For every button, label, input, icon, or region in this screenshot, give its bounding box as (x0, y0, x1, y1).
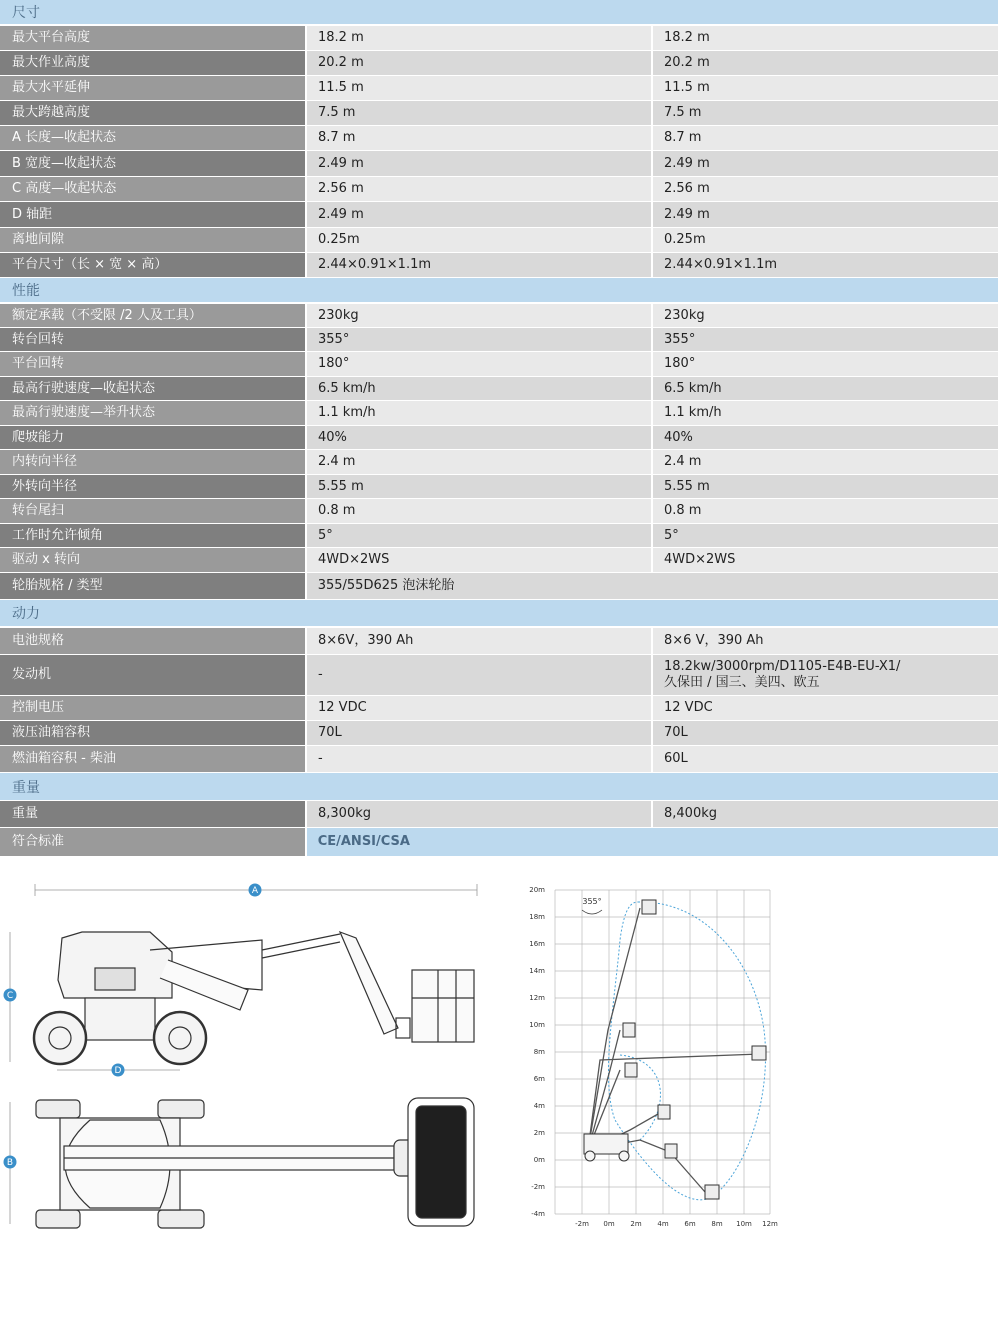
row-value-2: 5.55 m (653, 475, 998, 498)
section-weight (0, 773, 998, 800)
engine-spec-line-1: 18.2kw/3000rpm/D1105-E4B-EU-X1/ (664, 659, 901, 674)
row-value-1: 355° (307, 328, 651, 351)
table-row (0, 328, 998, 351)
row-value-1: 2.49 m (307, 151, 651, 176)
rotation-label: 355° (582, 897, 602, 906)
row-value-2: 2.49 m (653, 202, 998, 227)
x-tick-label: 8m (711, 1220, 723, 1228)
x-tick-label: 10m (736, 1220, 752, 1228)
rotation-arrow-icon (582, 910, 602, 914)
row-value-1: 180° (307, 352, 651, 376)
working-range-chart (520, 880, 800, 1235)
table-row (0, 228, 998, 252)
row-value-2: 7.5 m (653, 101, 998, 125)
row-label: 燃油箱容积 - 柴油 (0, 746, 305, 772)
row-value-2: 230kg (653, 304, 998, 327)
x-tick-label: 2m (630, 1220, 642, 1228)
row-label: 额定承载（不受限 /2 人及工具） (0, 304, 305, 327)
row-value-1: - (307, 655, 651, 695)
table-row (0, 253, 998, 277)
row-value-1: 5.55 m (307, 475, 651, 498)
y-tick-label: 4m (533, 1102, 545, 1110)
row-value-1: 2.56 m (307, 177, 651, 201)
row-value-2: 18.2 m (653, 26, 998, 50)
row-label: 最大平台高度 (0, 26, 305, 50)
row-value: CE/ANSI/CSA (307, 828, 998, 856)
y-tick-label: 16m (529, 940, 545, 948)
row-value-2: 60L (653, 746, 998, 772)
row-value-1: 2.49 m (307, 202, 651, 227)
x-tick-label: 6m (684, 1220, 696, 1228)
row-label: 重量 (0, 801, 305, 827)
row-value-2: 0.8 m (653, 499, 998, 523)
table-row (0, 304, 998, 327)
row-label: 液压油箱容积 (0, 721, 305, 745)
table-row (0, 126, 998, 150)
row-label: 发动机 (0, 655, 305, 695)
table-row (0, 450, 998, 474)
y-tick-label: 12m (529, 994, 545, 1002)
row-value-2: 180° (653, 352, 998, 376)
row-value-2: 5° (653, 524, 998, 547)
row-value-2: 4WD×2WS (653, 548, 998, 572)
row-value-2: 40% (653, 426, 998, 449)
row-label: 平台回转 (0, 352, 305, 376)
row-value-1: 5° (307, 524, 651, 547)
table-row (0, 177, 998, 201)
top-view (36, 1098, 474, 1228)
row-value-1: 230kg (307, 304, 651, 327)
table-row (0, 51, 998, 75)
label-b: B (6, 1158, 14, 1168)
row-value-1: - (307, 746, 651, 772)
section-title: 尺寸 (12, 5, 40, 21)
row-value-1: 70L (307, 721, 651, 745)
row-value-1: 7.5 m (307, 101, 651, 125)
row-value-2: 355° (653, 328, 998, 351)
row-value-1: 1.1 km/h (307, 401, 651, 425)
row-value-1: 18.2 m (307, 26, 651, 50)
y-tick-label: 6m (533, 1075, 545, 1083)
row-label: 工作时允许倾角 (0, 524, 305, 547)
row-label: 外转向半径 (0, 475, 305, 498)
row-value-1: 40% (307, 426, 651, 449)
table-row (0, 26, 998, 50)
table-row (0, 401, 998, 425)
section-performance (0, 278, 998, 302)
row-value-1: 8.7 m (307, 126, 651, 150)
row-value-2: 0.25m (653, 228, 998, 252)
row-value-2: 11.5 m (653, 76, 998, 100)
row-value-2: 2.49 m (653, 151, 998, 176)
row-label: 转台尾扫 (0, 499, 305, 523)
table-row (0, 655, 998, 695)
y-tick-label: 14m (529, 967, 545, 975)
row-value-2: 70L (653, 721, 998, 745)
row-label: 控制电压 (0, 696, 305, 720)
row-value-2 (653, 655, 998, 695)
row-value-1: 4WD×2WS (307, 548, 651, 572)
row-label: C 高度—收起状态 (0, 177, 305, 201)
row-value-1: 20.2 m (307, 51, 651, 75)
x-tick-label: 12m (762, 1220, 778, 1228)
range-envelope (609, 902, 766, 1200)
y-tick-label: 0m (533, 1156, 545, 1164)
row-value-1: 8×6V，390 Ah (307, 628, 651, 654)
row-value-1: 0.8 m (307, 499, 651, 523)
row-label: 爬坡能力 (0, 426, 305, 449)
side-view (34, 932, 474, 1064)
table-row (0, 499, 998, 523)
table-row (0, 628, 998, 654)
row-label: 电池规格 (0, 628, 305, 654)
table-row (0, 828, 998, 856)
row-value: 355/55D625 泡沫轮胎 (307, 573, 998, 599)
label-c: C (6, 991, 14, 1001)
section-dimensions (0, 0, 998, 24)
row-label: B 宽度—收起状态 (0, 151, 305, 176)
row-value-2: 8.7 m (653, 126, 998, 150)
y-tick-label: 2m (533, 1129, 545, 1137)
rotation-indicator (582, 897, 602, 914)
section-power (0, 600, 998, 626)
row-label: 内转向半径 (0, 450, 305, 474)
row-label: 平台尺寸（长 × 宽 × 高） (0, 253, 305, 277)
row-label: 最大跨越高度 (0, 101, 305, 125)
table-row (0, 801, 998, 827)
row-label: 离地间隙 (0, 228, 305, 252)
label-a: A (251, 886, 259, 896)
table-row (0, 151, 998, 176)
row-value-2: 20.2 m (653, 51, 998, 75)
row-label: 最大水平延伸 (0, 76, 305, 100)
engine-spec-line-2: 久保田 / 国三、美四、欧五 (664, 675, 820, 690)
row-value-2: 2.44×0.91×1.1m (653, 253, 998, 277)
row-value-1: 12 VDC (307, 696, 651, 720)
table-row (0, 426, 998, 449)
y-tick-label: 10m (529, 1021, 545, 1029)
label-d: D (114, 1066, 122, 1076)
table-row (0, 573, 998, 599)
section-title: 动力 (12, 606, 40, 622)
row-value-2: 12 VDC (653, 696, 998, 720)
table-row (0, 696, 998, 720)
row-value-1: 2.4 m (307, 450, 651, 474)
machine-drawing (0, 870, 500, 1240)
table-row (0, 352, 998, 376)
row-label: 转台回转 (0, 328, 305, 351)
x-tick-label: -2m (575, 1220, 589, 1228)
row-label: D 轴距 (0, 202, 305, 227)
row-label: 符合标准 (0, 828, 305, 856)
y-tick-label: -4m (531, 1210, 545, 1218)
row-label: 最高行驶速度—收起状态 (0, 377, 305, 400)
row-label: A 长度—收起状态 (0, 126, 305, 150)
x-tick-label: 0m (603, 1220, 615, 1228)
y-tick-label: 18m (529, 913, 545, 921)
basket-positions (623, 900, 766, 1199)
section-title: 重量 (12, 779, 40, 796)
row-value-1: 8,300kg (307, 801, 651, 827)
table-row (0, 101, 998, 125)
table-row (0, 721, 998, 745)
table-row (0, 524, 998, 547)
row-value-2: 2.4 m (653, 450, 998, 474)
section-title: 性能 (12, 283, 40, 299)
row-value-2: 2.56 m (653, 177, 998, 201)
table-row (0, 746, 998, 772)
row-value-1: 6.5 km/h (307, 377, 651, 400)
y-tick-label: -2m (531, 1183, 545, 1191)
table-row (0, 202, 998, 227)
row-value-1: 11.5 m (307, 76, 651, 100)
table-row (0, 475, 998, 498)
row-value-2: 1.1 km/h (653, 401, 998, 425)
row-value-2: 8,400kg (653, 801, 998, 827)
y-tick-label: 8m (533, 1048, 545, 1056)
table-row (0, 377, 998, 400)
row-label: 轮胎规格 / 类型 (0, 573, 305, 599)
row-value-2: 8×6 V，390 Ah (653, 628, 998, 654)
row-value-2: 6.5 km/h (653, 377, 998, 400)
row-value-1: 2.44×0.91×1.1m (307, 253, 651, 277)
row-value-1: 0.25m (307, 228, 651, 252)
table-row (0, 548, 998, 572)
row-label: 最高行驶速度—举升状态 (0, 401, 305, 425)
machine-base (584, 1134, 629, 1161)
row-label: 最大作业高度 (0, 51, 305, 75)
x-tick-label: 4m (657, 1220, 669, 1228)
table-row (0, 76, 998, 100)
y-tick-label: 20m (529, 886, 545, 894)
row-label: 驱动 x 转向 (0, 548, 305, 572)
